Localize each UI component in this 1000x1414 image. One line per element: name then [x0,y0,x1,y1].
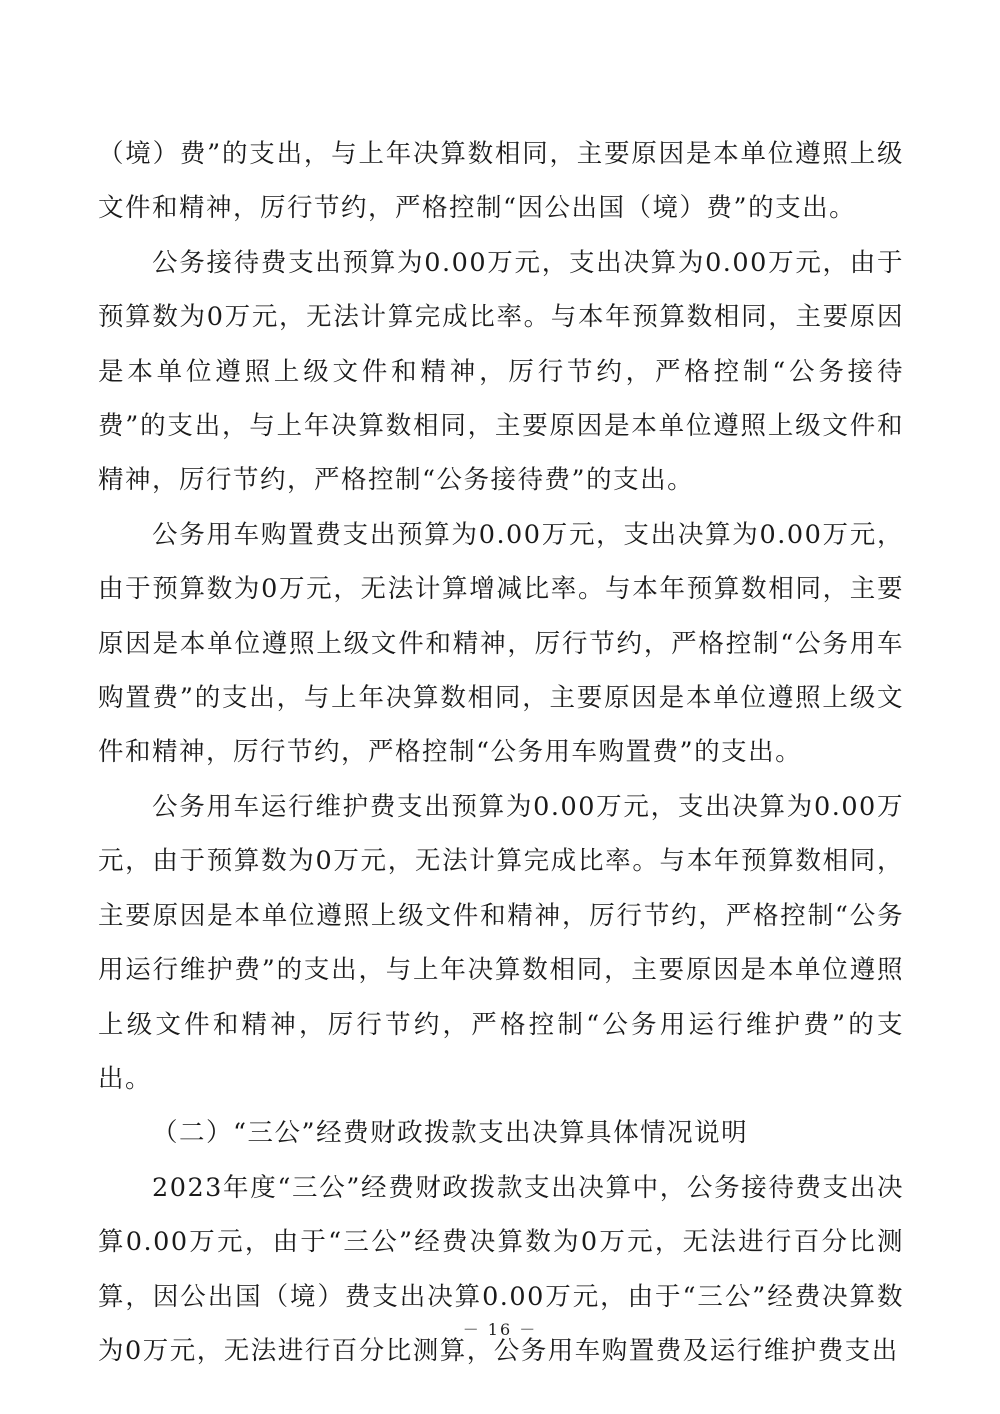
paragraph-reception-fee: 公务接待费支出预算为0.00万元，支出决算为0.00万元，由于预算数为0万元，无法计算完成比率。与本年预算数相同，主要原因是本单位遵照上级文件和精神，厉行节约，严格控制“公务接待费”的支出，与上年决算数相同，主要原因是本单位遵照上级文件和精神，厉行节约，严格控制“公务接待费”的支出。 [98,247,904,496]
body-text [98,127,904,1378]
paragraph-vehicle-purchase: 公务用车购置费支出预算为0.00万元，支出决算为0.00万元，由于预算数为0万元，无法计算增减比率。与本年预算数相同，主要原因是本单位遵照上级文件和精神，厉行节约，严格控制“公务用车购置费”的支出，与上年决算数相同，主要原因是本单位遵照上级文件和精神，厉行节约，严格控制“公务用车购置费”的支出。 [98,519,904,768]
paragraph-summary: 2023年度“三公”经费财政拨款支出决算中，公务接待费支出决算0.00万元，由于“三公”经费决算数为0万元，无法进行百分比测算，因公出国（境）费支出决算0.00万元，由于“三公”经费决算数为0万元，无法进行百分比测算，公务用车购置费及运行维护费支出 [98,1172,904,1366]
page-number: － 16 － [462,1320,538,1339]
section-heading: （二）“三公”经费财政拨款支出决算具体情况说明 [152,1118,749,1149]
paragraph-continuation: （境）费”的支出，与上年决算数相同，主要原因是本单位遵照上级文件和精神，厉行节约，严格控制“因公出国（境）费”的支出。 [98,139,904,224]
paragraph-vehicle-maintenance: 公务用车运行维护费支出预算为0.00万元，支出决算为0.00万元，由于预算数为0万元，无法计算完成比率。与本年预算数相同，主要原因是本单位遵照上级文件和精神，厉行节约，严格控制“公务用运行维护费”的支出，与上年决算数相同，主要原因是本单位遵照上级文件和精神，厉行节约，严格控制“公务用运行维护费”的支出。 [98,791,904,1094]
